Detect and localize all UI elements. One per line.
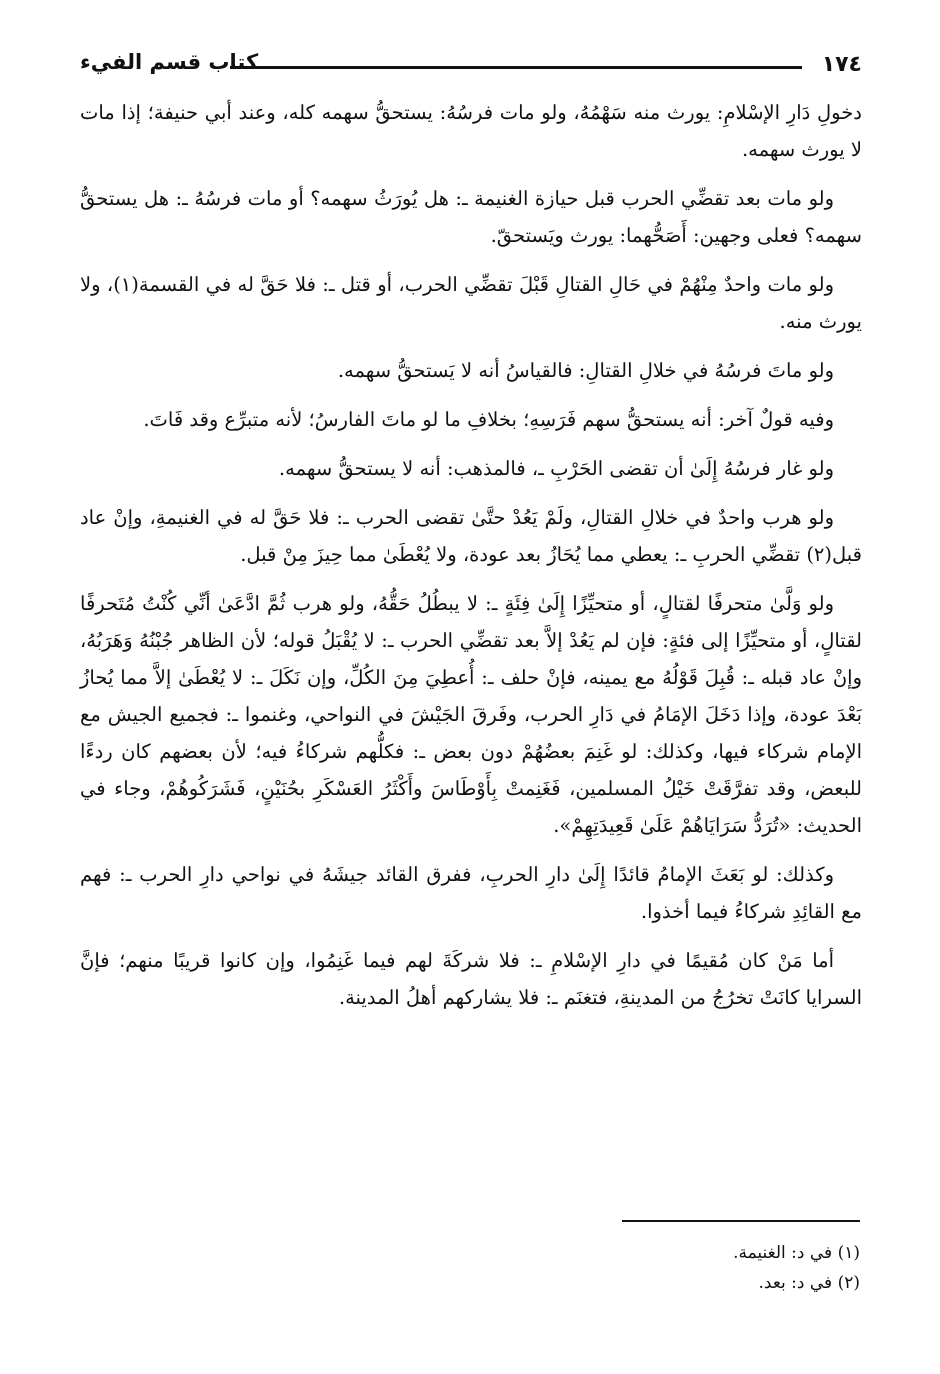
paragraph: ولو مات واحدٌ مِنْهُمْ في حَالِ القتالِ قَبْلَ تقضِّي الحرب، أو قتل ـ: فلا حَقَّ له في القسمة(١)، ولا يورث منه. [80,273,862,333]
page-header [80,46,862,86]
footnote-rule [622,1220,860,1222]
header-rule [230,66,802,69]
paragraph: ولو ماتَ فرسُهُ في خلالِ القتالِ: فالقياسُ أنه لا يَستحقُّ سهمه. [337,359,834,382]
footnotes [360,1238,860,1298]
paragraph: أما مَنْ كان مُقيمًا في دارِ الإسْلامِ ـ: فلا شركَةَ لهم فيما غَنِمُوا، وإن كانوا قريبًا منهم؛ فإنَّ السرايا كانَتْ تخرُجُ من المدينةِ، فتغنَم ـ: فلا يشاركهم أهلُ المدينة. [80,949,862,1009]
paragraph: وكذلك: لو بَعَثَ الإمامُ قائدًا إِلَىٰ دارِ الحربِ، ففرق القائد جيشَهُ في نواحي دارِ الحرب ـ: فهم مع القائِدِ شركاءُ فيما أخذوا. [80,863,862,923]
footnote: (٢) في د: بعد. [758,1273,860,1293]
page-number: ١٧٤ [821,52,862,77]
paragraph: ولو هرب واحدٌ في خلالِ القتالِ، ولَمْ يَعُدْ حتَّىٰ تقضى الحرب ـ: فلا حَقَّ له في الغنيمةِ، وإنْ عاد قبل(٢) تقضِّي الحربِ ـ: يعطي مما يُحَازُ بعد عودة، ولا يُعْطَىٰ مما حِيزَ مِنْ قبل. [80,506,862,566]
page-body [80,94,862,1028]
paragraph: وفيه قولٌ آخر: أنه يستحقُّ سهم فَرَسِهِ؛ بخلافِ ما لو ماتَ الفارسُ؛ لأنه متبرِّع وقد فَاتَ. [143,408,834,431]
paragraph: ولو غار فرسُهُ إِلَىٰ أن تقضى الحَرْبِ ـ، فالمذهب: أنه لا يستحقُّ سهمه. [278,457,834,480]
footnote: (١) في د: الغنيمة. [733,1243,860,1263]
paragraph: ولو وَلَّىٰ متحرفًا لقتالٍ، أو متحيِّزًا إِلَىٰ فِئَةٍ ـ: لا يبطُلُ حَقُّهُ، ولو هرب ثُمَّ ادَّعَىٰ أنِّي كُنْتُ مُتَحرفًا لقتالٍ، أو متحيِّزًا إلى فئةٍ: فإن لم يَعُدْ إلاَّ بعد تقضِّي الحرب ـ: لا يُقْبَلُ قوله؛ لأن الظاهر جُبْنُهُ وَهَرَبُهُ، وإنْ عاد قبله ـ: قُبِلَ قَوْلُهُ مع يمينه، فإنْ حلف ـ: أُعطِيَ مِنَ الكُلِّ، وإن نَكَلَ ـ: لا يُعْطَىٰ إلاَّ مما يُحازُ بَعْدَ عودة، وإذا دَخَلَ الإمَامُ في دَارِ الحرب، وفَرقَ الجَيْشَ في النواحي، وغنموا ـ: فجميع الجيش مع الإمام شركاء فيها، وكذلك: لو غَنِمَ بعضُهُمْ دون بعض ـ: فكلُّهم شركاءُ فيه؛ لأن بعضهم كان ردءًا للبعض، وقد تفرَّقَتْ خَيْلُ المسلمين، فَغَنِمتْ بِأَوْطَاسَ وأَكْثَرُ العَسْكَرِ بحُنَيْنٍ، فَشَرَكُوهُمْ، وجاء في الحديث: «تُرَدُّ سَرَايَاهُمْ عَلَىٰ قَعِيدَتِهِمْ». [80,592,862,837]
book-title: كتاب قسم الفيء [80,50,259,74]
paragraph: دخولِ دَارِ الإسْلامِ: يورث منه سَهْمُهُ، ولو مات فرسُهُ: يستحقُّ سهمه كله، وعند أبي حنيفة؛ إذا مات لا يورث سهمه. [80,101,862,161]
paragraph: ولو مات بعد تقضِّي الحرب قبل حيازة الغنيمة ـ: هل يُورَثُ سهمه؟ أو مات فرسُهُ ـ: هل يستحقُّ سهمه؟ فعلى وجهين: أَصَحُّهما: يورث ويَستحقّ. [80,187,862,247]
